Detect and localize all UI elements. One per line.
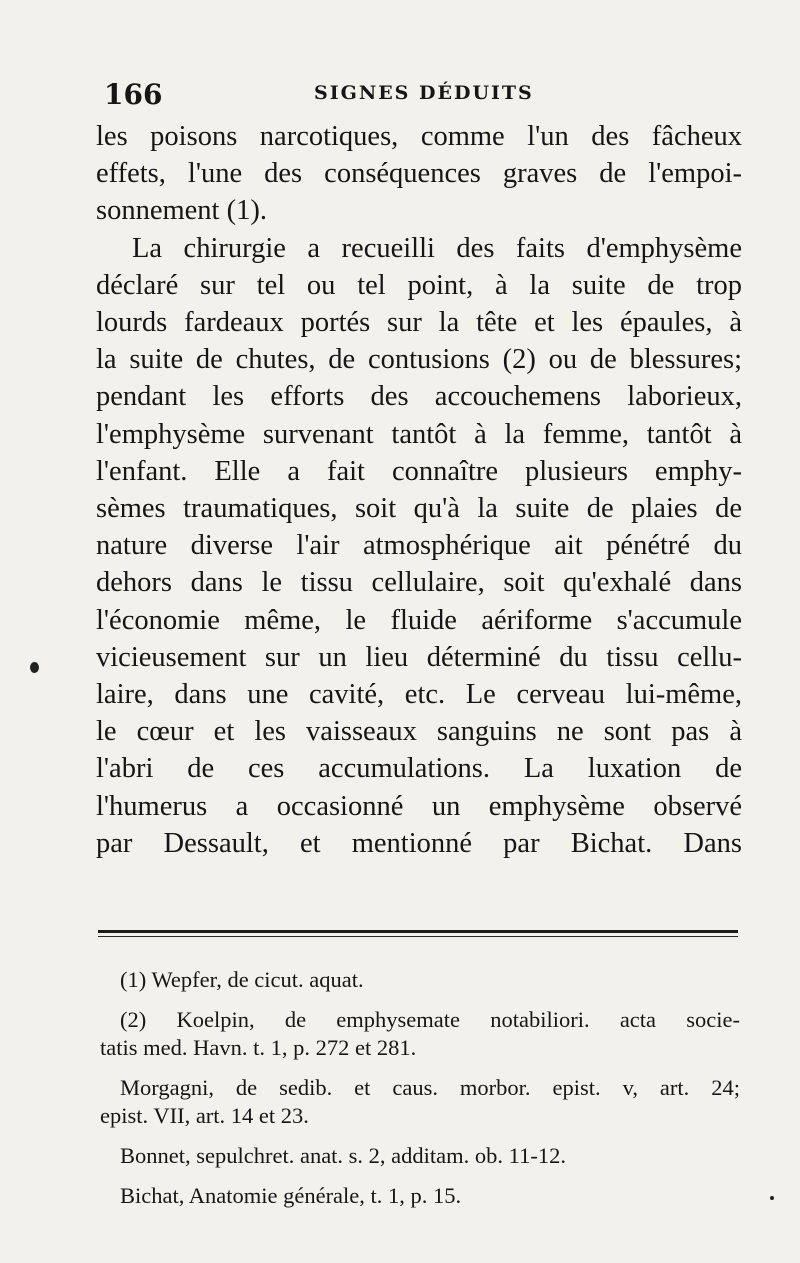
footnote-line: Bonnet, sepulchret. anat. s. 2, additam. ob. 11-12. (120, 1143, 566, 1168)
footnote-line: (1) Wepfer, de cicut. aquat. (120, 967, 364, 992)
text-line: sonnement (1). (96, 195, 267, 227)
text-line: laire, dans une cavité, etc. Le cerveau lui-même, (96, 679, 742, 711)
separator-thin-line (98, 936, 738, 937)
text-line: l'emphysème survenant tantôt à la femme, tantôt à (96, 418, 742, 450)
text-line: l'abri de ces accumulations. La luxation de (96, 753, 742, 785)
text-line: dehors dans le tissu cellulaire, soit qu'exhalé dans (96, 567, 742, 599)
text-line: vicieusement sur un lieu déterminé du tissu cellu- (96, 641, 742, 673)
footnote-line: Bichat, Anatomie générale, t. 1, p. 15. (120, 1183, 462, 1208)
footnote-1 (100, 966, 740, 994)
text-line: lourds fardeaux portés sur la tête et les épaules, à (96, 307, 742, 339)
text-line: les poisons narcotiques, comme l'un des fâcheux (96, 121, 742, 152)
text-line: déclaré sur tel ou tel point, à la suite de trop (96, 269, 742, 301)
body-text (96, 118, 742, 862)
text-line: le cœur et les vaisseaux sanguins ne sont pas à (96, 716, 742, 748)
footnote-line: epist. VII, art. 14 et 23. (100, 1103, 309, 1128)
text-line: La chirurgie a recueilli des faits d'emphysème (132, 232, 742, 264)
text-line: sèmes traumatiques, soit qu'à la suite de plaies de (96, 493, 742, 525)
running-head: SIGNES DÉDUITS (314, 82, 534, 104)
text-line: effets, l'une des conséquences graves de l'empoi- (96, 158, 742, 190)
text-line: l'enfant. Elle a fait connaître plusieurs emphy- (96, 455, 742, 487)
footnote-4 (100, 1142, 740, 1170)
footnote-2 (100, 1006, 740, 1062)
separator-thick-line (98, 930, 738, 933)
footnotes (100, 966, 740, 1222)
text-line: par Dessault, et mentionné par Bichat. Dans (96, 827, 742, 859)
footnote-3 (100, 1074, 740, 1130)
footnote-separator (98, 930, 738, 937)
footnote-line: (2) Koelpin, de emphysemate notabiliori. acta socie- (120, 1007, 740, 1032)
footnote-5 (100, 1182, 740, 1210)
page-number: 166 (104, 78, 163, 111)
footnote-line: Morgagni, de sedib. et caus. morbor. epist. v, art. 24; (120, 1075, 740, 1100)
ink-speck (30, 662, 39, 673)
ink-speck (770, 1196, 774, 1200)
text-line: nature diverse l'air atmosphérique ait pénétré du (96, 530, 742, 562)
text-line: l'économie même, le fluide aériforme s'accumule (96, 604, 742, 636)
text-line: la suite de chutes, de contusions (2) ou de blessures; (96, 344, 742, 376)
text-line: pendant les efforts des accouchemens laborieux, (96, 381, 742, 413)
text-line: l'humerus a occasionné un emphysème observé (96, 790, 742, 822)
page-header (104, 78, 734, 112)
footnote-line: tatis med. Havn. t. 1, p. 272 et 281. (100, 1035, 417, 1060)
